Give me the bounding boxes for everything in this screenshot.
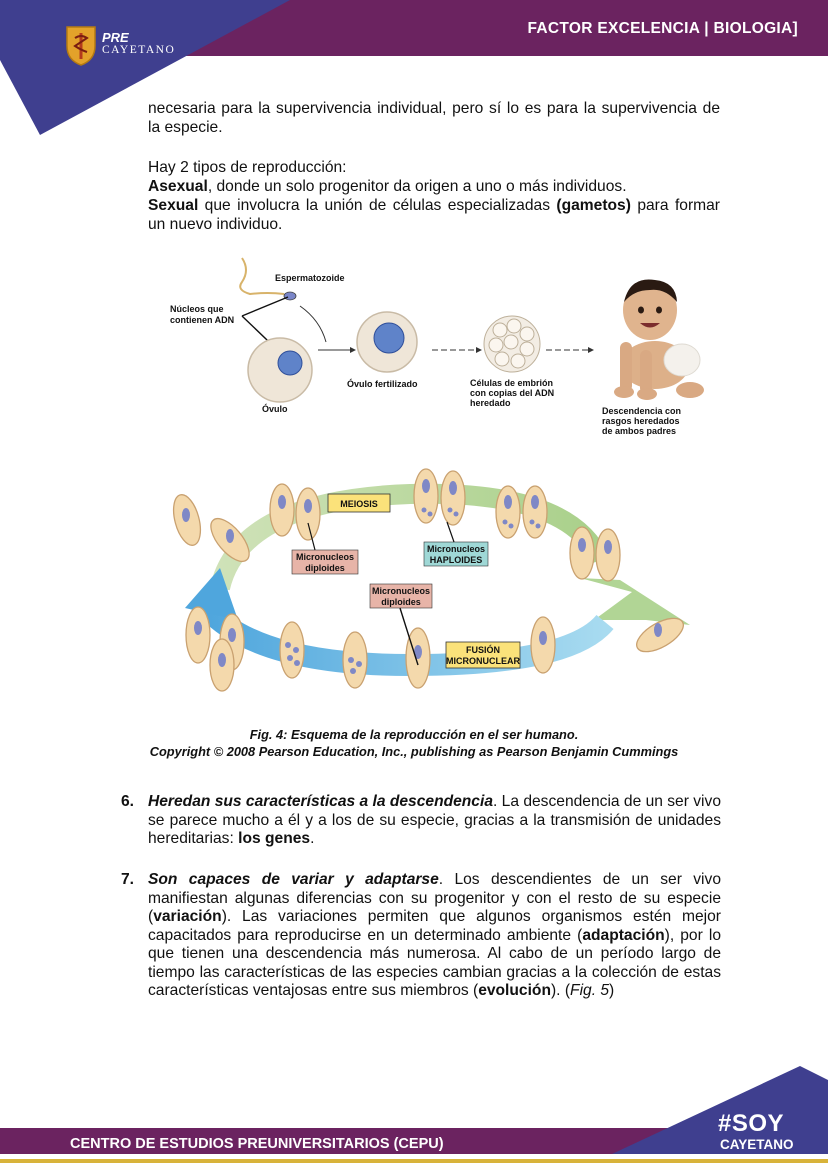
types-heading: Hay 2 tipos de reproducción: [148, 159, 347, 176]
list-item [121, 793, 721, 849]
item-text: ), por lo que tienen una descendencia más numerosa. Al cabo de un período largo de tiempo las características de las especies cambian gracias a la colección de estas características ventajosas entre sus miembros ( [148, 926, 721, 999]
arrow-head [350, 347, 356, 353]
label-celulas-3: heredado [470, 398, 511, 408]
paramecia-group [169, 469, 689, 691]
footer-cayetano: CAYETANO [720, 1137, 794, 1152]
label-espermatozoide: Espermatozoide [275, 273, 345, 283]
item-title: Heredan sus características a la descendencia [148, 793, 493, 810]
item-text: . [310, 830, 315, 847]
caption-line-1: Fig. 4: Esquema de la reproducción en el ser humano. [249, 727, 579, 742]
label-meiosis [328, 494, 390, 512]
figure-reference: Fig. 5 [570, 982, 610, 999]
item-bold: los genes [238, 830, 311, 847]
asexual-term: Asexual [148, 178, 208, 195]
item-number: 6. [121, 793, 135, 810]
item-text: ) [609, 982, 615, 999]
item-number: 7. [121, 871, 135, 888]
shield-icon [64, 24, 98, 66]
figure-conjugation-cycle [150, 460, 710, 710]
label-micronucleos-diploides-1 [292, 550, 358, 574]
sexual-text-2: para formar un nuevo individuo. [148, 197, 720, 233]
logo-pre-text: PRE [102, 30, 129, 45]
sexual-term: Sexual [148, 197, 199, 214]
intro-paragraph: necesaria para la supervivencia individual, pero sí lo es para la supervivencia de la especie. [148, 100, 720, 136]
label-celulas-2: con copias del ADN [470, 388, 555, 398]
item-text: ). Las variaciones permiten que algunos organismos estén mejor capacitados para reproducirse en un determinado ambiente ( [148, 908, 721, 944]
figure-caption [0, 726, 828, 760]
label-descendencia-3: de ambos padres [602, 426, 677, 436]
footer-hashtag: #SOY [718, 1110, 785, 1137]
sexual-line [148, 196, 720, 234]
item-bold: adaptación [582, 926, 665, 944]
arrow-head [476, 347, 482, 353]
embryo-cells [484, 316, 540, 372]
micro-hap-b: HAPLOIDES [429, 555, 483, 565]
list-item [121, 871, 721, 1001]
sperm-head [284, 292, 296, 300]
gametos-term: (gametos) [556, 197, 631, 214]
reproduction-types [148, 158, 720, 234]
item-text: ). ( [550, 982, 571, 999]
label-ovulo: Óvulo [262, 404, 288, 414]
item-body [148, 871, 721, 1001]
label-micronucleos-diploides-2 [370, 584, 432, 608]
label-celulas-1: Células de embrión [470, 378, 554, 388]
micro-dip-2-b: diploides [381, 597, 421, 607]
micro-dip-2-a: Micronucleos [371, 586, 431, 596]
item-bold: evolución [478, 982, 551, 999]
footer-center-text: CENTRO DE ESTUDIOS PREUNIVERSITARIOS (CEPU) [70, 1136, 444, 1152]
label-fusion-micronuclear [446, 642, 520, 668]
item-title: Son capaces de variar y adaptarse [148, 871, 439, 888]
arrow-head [588, 347, 594, 353]
item-body [148, 793, 721, 849]
arrow-curve [300, 306, 326, 342]
fusion-b: MICRONUCLEAR [446, 656, 520, 666]
meiosis-text: MEIOSIS [340, 499, 378, 509]
micro-dip-1-b: diploides [305, 563, 345, 573]
label-nucleos-2: contienen ADN [170, 315, 235, 325]
asexual-text: , donde un solo progenitor da origen a uno o más individuos. [207, 178, 627, 195]
figure-human-reproduction [150, 250, 710, 450]
label-micronucleos-haploides [424, 542, 488, 566]
label-ovulo-fertilizado: Óvulo fertilizado [347, 379, 418, 389]
label-descendencia-2: rasgos heredados [602, 416, 680, 426]
fertilized-nucleus [374, 323, 404, 353]
caption-line-2: Copyright © 2008 Pearson Education, Inc., publishing as Pearson Benjamin Cummings [149, 744, 679, 759]
item-bold: variación [153, 908, 222, 925]
item-text: . Los descendientes de un ser vivo manifiestan algunas diferencias con su progenitor y con el resto de su especie ( [148, 871, 721, 925]
footer-graphics [0, 1060, 828, 1171]
pointer-line [242, 297, 288, 316]
baby-illustration [614, 279, 704, 400]
label-descendencia-1: Descendencia con [602, 406, 682, 416]
ovule-nucleus [278, 351, 302, 375]
footer-gold-line [0, 1159, 828, 1163]
micro-hap-a: Micronucleos [426, 544, 486, 554]
asexual-line [148, 177, 720, 196]
sexual-text-1: que involucra la unión de células especializadas [198, 197, 557, 214]
header-title: FACTOR EXCELENCIA | BIOLOGIA] [527, 20, 798, 37]
logo [64, 24, 194, 70]
logo-cayetano-text: CAYETANO [102, 44, 176, 56]
label-nucleos-1: Núcleos que [170, 304, 224, 314]
micro-dip-1-a: Micronucleos [295, 552, 355, 562]
item-text: . La descendencia de un ser vivo se parece mucho a él y a los de su especie, gracias a la transmisión de unidades hereditarias: [148, 793, 721, 847]
fusion-a: FUSIÓN [465, 645, 501, 655]
